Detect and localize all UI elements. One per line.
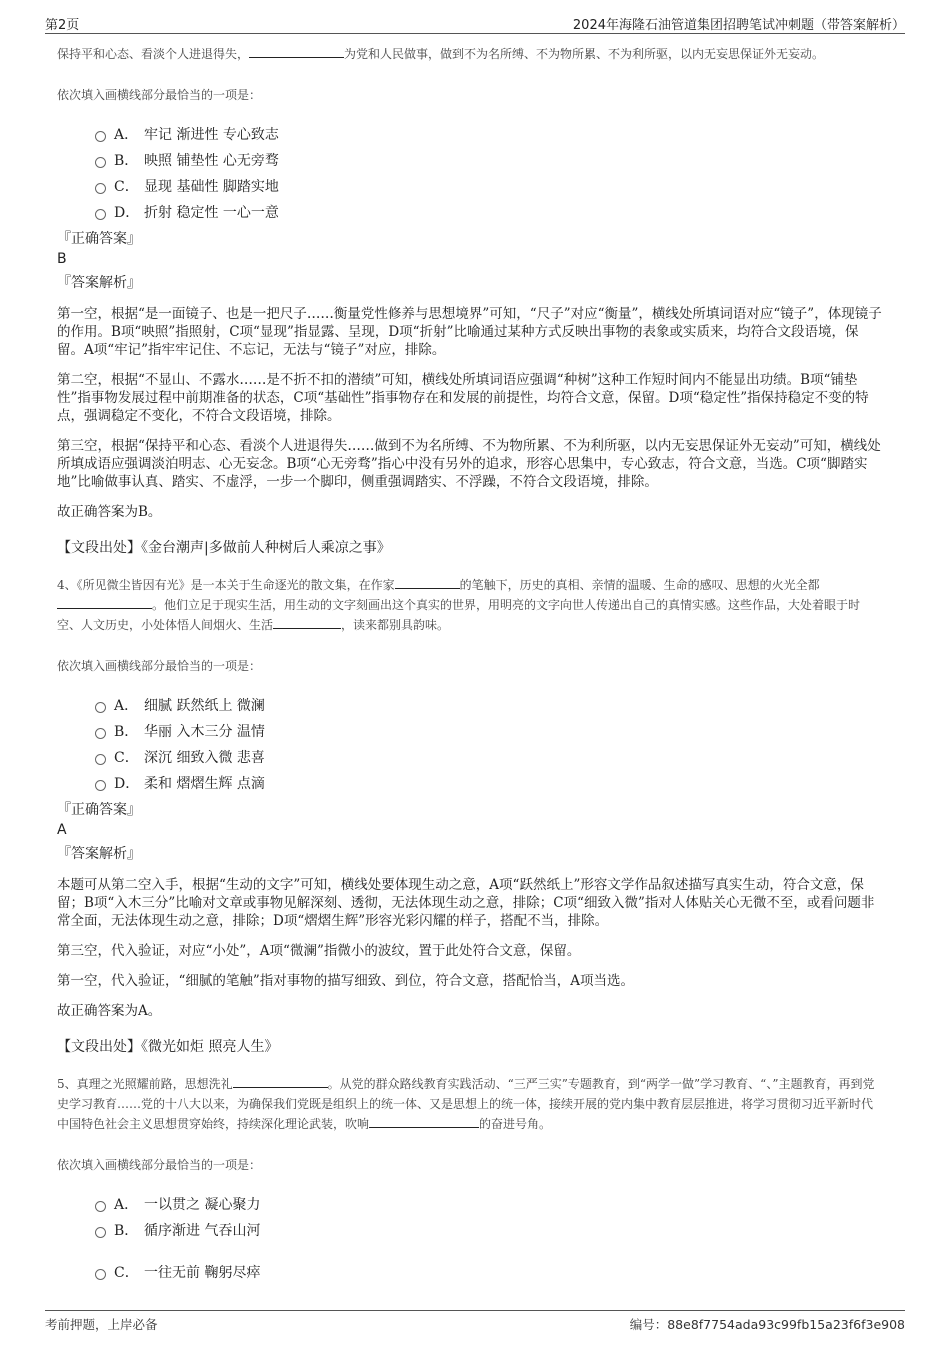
q3-options xyxy=(95,121,882,225)
q3-source: 【文段出处】《金台潮声|多做前人种树后人乘凉之事》 xyxy=(57,540,391,556)
document-content xyxy=(57,44,882,1285)
q5-option-a[interactable]: A． 一以贯之 凝心聚力 xyxy=(95,1191,882,1217)
radio-icon[interactable] xyxy=(95,209,106,220)
document-title: 2024年海隆石油管道集团招聘笔试冲刺题（带答案解析） xyxy=(572,18,905,33)
q5-option-c[interactable]: C． 一往无前 鞠躬尽瘁 xyxy=(95,1259,882,1285)
q4-answer: A xyxy=(57,822,67,838)
q3-prompt: 依次填入画横线部分最恰当的一项是： xyxy=(57,88,262,102)
q4-analysis-2: 第三空，代入验证，对应“小处”，A项“微澜”指微小的波纹，置于此处符合文意，保留。 xyxy=(57,943,581,959)
q5-option-b[interactable]: B． 循序渐进 气吞山河 xyxy=(95,1217,882,1243)
fill-blank xyxy=(273,615,341,629)
radio-icon[interactable] xyxy=(95,183,106,194)
q5-stem: 5、真理之光照耀前路，思想洗礼 。从党的群众路线教育实践活动、“三严三实”专题教育，到“两学一做”学习教育、“、”主题教育，再到党史学习教育……党的十八大以来，为确保我们党既是组织上的统一体、又是思想上的统一体，接续开展的党内集中教育层层推进，将学习贯彻习近平新时代中国特色社会主义思想贯穿始终，持续深化理论武装，吹响 的奋进号角。 xyxy=(57,1074,882,1134)
q3-option-c[interactable]: C． 显现 基础性 脚踏实地 xyxy=(95,173,882,199)
q5-prompt: 依次填入画横线部分最恰当的一项是： xyxy=(57,1158,262,1172)
q4-conclusion: 故正确答案为A。 xyxy=(57,1003,162,1019)
page-header xyxy=(45,12,905,34)
fill-blank xyxy=(57,595,152,609)
q3-option-b[interactable]: B． 映照 铺垫性 心无旁骛 xyxy=(95,147,882,173)
q3-answer-tag: 『正确答案』 xyxy=(57,231,141,247)
q4-option-d[interactable]: D． 柔和 熠熠生辉 点滴 xyxy=(95,770,882,796)
q3-analysis-tag: 『答案解析』 xyxy=(57,275,141,291)
fill-blank xyxy=(369,1114,479,1128)
fill-blank xyxy=(249,44,344,58)
page-footer xyxy=(45,1310,905,1334)
fill-blank xyxy=(233,1074,328,1088)
q3-conclusion: 故正确答案为B。 xyxy=(57,504,162,520)
radio-icon[interactable] xyxy=(95,728,106,739)
footer-slogan: 考前押题，上岸必备 xyxy=(45,1317,158,1332)
q4-options xyxy=(95,692,882,796)
radio-icon[interactable] xyxy=(95,754,106,765)
q4-option-a[interactable]: A． 细腻 跃然纸上 微澜 xyxy=(95,692,882,718)
radio-icon[interactable] xyxy=(95,1227,106,1238)
q3-answer: B xyxy=(57,251,67,267)
q4-source: 【文段出处】《微光如炬 照亮人生》 xyxy=(57,1039,279,1055)
q4-option-c[interactable]: C． 深沉 细致入微 悲喜 xyxy=(95,744,882,770)
q4-option-b[interactable]: B． 华丽 入木三分 温情 xyxy=(95,718,882,744)
document-id: 编号：88e8f7754ada93c99fb15a23f6f3e908 xyxy=(629,1317,905,1332)
page-number: 第2页 xyxy=(45,18,80,33)
q5-options xyxy=(95,1191,882,1285)
q3-option-d[interactable]: D． 折射 稳定性 一心一意 xyxy=(95,199,882,225)
q4-answer-tag: 『正确答案』 xyxy=(57,802,141,818)
q3-analysis-3: 第三空，根据“保持平和心态、看淡个人进退得失……做到不为名所缚、不为物所累、不为利所驱，以内无妄思保证外无妄动”可知，横线处所填成语应强调淡泊明志、心无妄念。B项“心无旁骛”指心中没有另外的追求，形容心思集中，专心致志，符合文意，当选。C项“脚踏实地”比喻做事认真、踏实、不虚浮，一步一个脚印，侧重强调踏实、不浮躁，不符合文段语境，排除。 xyxy=(57,438,881,490)
q4-prompt: 依次填入画横线部分最恰当的一项是： xyxy=(57,659,262,673)
q3-stem: 保持平和心态、看淡个人进退得失， 为党和人民做事，做到不为名所缚、不为物所累、不为利所驱，以内无妄思保证外无妄动。 xyxy=(57,44,882,64)
radio-icon[interactable] xyxy=(95,1269,106,1280)
radio-icon[interactable] xyxy=(95,131,106,142)
radio-icon[interactable] xyxy=(95,702,106,713)
fill-blank xyxy=(395,575,460,589)
q3-analysis-2: 第二空，根据“不显山、不露水……是不折不扣的潜绩”可知，横线处所填词语应强调“种树”这种工作短时间内不能显出功绩。B项“铺垫性”指事物发展过程中前期准备的状态，C项“基础性”指事物存在和发展的前提性，均符合文意，保留。D项“稳定性”指保持稳定不变的特点，强调稳定不变化，不符合文段语境，排除。 xyxy=(57,372,869,424)
q3-analysis-1: 第一空，根据“是一面镜子、也是一把尺子……衡量党性修养与思想境界”可知，“尺子”对应“衡量”，横线处所填词语对应“镜子”，体现镜子的作用。B项“映照”指照射，C项“显现”指显露、呈现，D项“折射”比喻通过某种方式反映出事物的表象或实质来，均符合文段语境，保留。A项“牢记”指牢牢记住、不忘记，无法与“镜子”对应，排除。 xyxy=(57,306,882,358)
q4-stem: 4、《所见微尘皆因有光》是一本关于生命逐光的散文集，在作家 的笔触下，历史的真相、亲情的温暖、生命的感叹、思想的火光全都。他们立足于现实生活，用生动的文字刻画出这个真实的世界，用明亮的文字向世人传递出自己的真情实感。这些作品，大处着眼于时空、人文历史，小处体悟人间烟火、生活 ，读来都别具韵味。 xyxy=(57,575,882,635)
radio-icon[interactable] xyxy=(95,1201,106,1212)
radio-icon[interactable] xyxy=(95,157,106,168)
radio-icon[interactable] xyxy=(95,780,106,791)
q4-analysis-tag: 『答案解析』 xyxy=(57,846,141,862)
q3-option-a[interactable]: A． 牢记 渐进性 专心致志 xyxy=(95,121,882,147)
q4-analysis-3: 第一空，代入验证，“细腻的笔触”指对事物的描写细致、到位，符合文意，搭配恰当，A项当选。 xyxy=(57,973,635,989)
q4-analysis-1: 本题可从第二空入手，根据“生动的文字”可知，横线处要体现生动之意，A项“跃然纸上”形容文学作品叙述描写真实生动，符合文意，保留；B项“入木三分”比喻对文章或事物见解深刻、透彻，无法体现生动之意，排除；C项“细致入微”指对人体贴关心无微不至，或看问题非常全面，无法体现生动之意，排除；D项“熠熠生辉”形容光彩闪耀的样子，搭配不当，排除。 xyxy=(57,877,875,929)
